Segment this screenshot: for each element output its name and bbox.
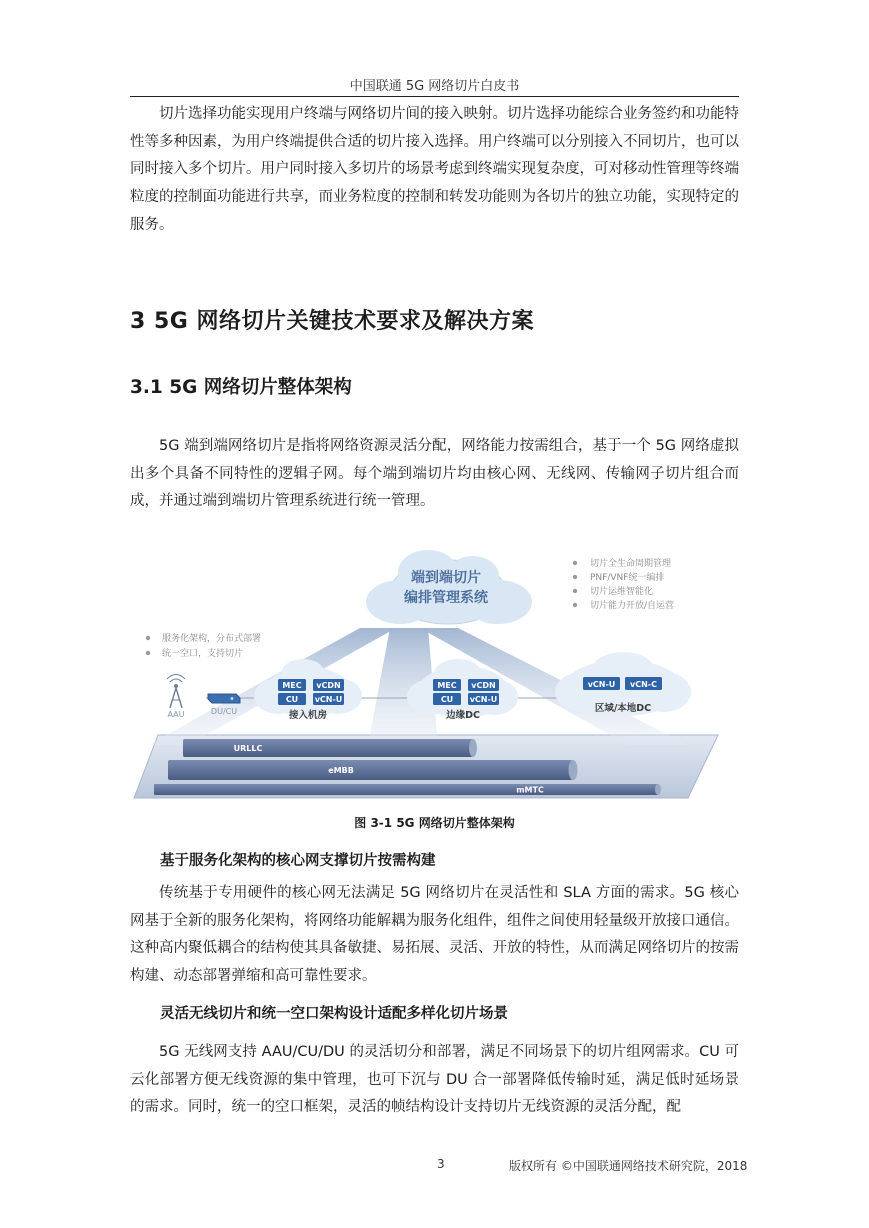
core-network-paragraph: 传统基于专用硬件的核心网无法满足 5G 网络切片在灵活性和 SLA 方面的需求。5G 核心网基于全新的服务化架构，将网络功能解耦为服务化组件，组件之间使用轻量级开放接口通信。这种高内聚低耦合的结构使其具备敏捷、易拓展、灵活、开放的特性，从而满足网络切片的按需构建、动态部署弹缩和高可靠性要求。 [130, 885, 739, 985]
page-header-title: 中国联通 5G 网络切片白皮书 [349, 79, 520, 94]
radio-paragraph: 5G 无线网支持 AAU/CU/DU 的灵活切分和部署，满足不同场景下的切片组网需求。CU 可云化部署方便无线资源的集中管理，也可下沉与 DU 合一部署降低传输时延，满足低时延场景的需求。同时，统一的空口框架，灵活的帧结构设计支持切片无线资源的灵活分配，配 [130, 1044, 739, 1116]
site3-box-vcnc: vCN-C [630, 680, 657, 689]
core-network-heading: 基于服务化架构的核心网支撑切片按需构建 [160, 853, 436, 869]
right-bullet-1: 切片全生命周期管理 [590, 559, 672, 569]
left-bullet-2: 统一空口，支持切片 [162, 649, 244, 659]
slice-bar-embb [168, 760, 578, 780]
architecture-figure [128, 540, 740, 810]
site2-label: 边缘DC [446, 710, 480, 721]
site-access-room [254, 659, 362, 721]
site1-label: 接入机房 [288, 710, 328, 721]
right-bullet-3: 切片运维智能化 [590, 587, 654, 597]
site2-box-cu: CU [440, 695, 454, 704]
site1-box-mec: MEC [282, 681, 302, 690]
subsection-heading: 3.1 5G 网络切片整体架构 [130, 377, 352, 398]
slice-label-embb: eMBB [328, 766, 354, 775]
site2-box-mec: MEC [437, 681, 457, 690]
orchestrator-label-2: 编排管理系统 [404, 590, 488, 606]
figure-caption: 图 3-1 5G 网络切片整体架构 [354, 816, 515, 830]
intro-paragraph: 切片选择功能实现用户终端与网络切片间的接入映射。切片选择功能综合业务签约和功能特性等多种因素，为用户终端提供合适的切片接入选择。用户终端可以分别接入不同切片，也可以同时接入多个切片。用户同时接入多切片的场景考虑到终端实现复杂度，可对移动性管理等终端粒度的控制面功能进行共享，而业务粒度的控制和转发功能则为各切片的独立功能，实现特定的服务。 [130, 106, 739, 233]
site2-box-vcdn: vCDN [471, 681, 496, 690]
site1-box-vcnu: vCN-U [314, 695, 343, 704]
architecture-paragraph: 5G 端到端网络切片是指将网络资源灵活分配，网络能力按需组合，基于一个 5G 网络虚拟出多个具备不同特性的逻辑子网。每个端到端切片均由核心网、无线网、传输网子切片组合而成，并通过端到端切片管理系统进行统一管理。 [130, 438, 739, 510]
right-bullet-4: 切片能力开放/自运营 [590, 601, 675, 611]
site1-box-vcdn: vCDN [316, 681, 341, 690]
orchestrator-label-1: 端到端切片 [411, 570, 481, 586]
radio-heading: 灵活无线切片和统一空口架构设计适配多样化切片场景 [160, 1006, 508, 1022]
site1-box-cu: CU [285, 695, 299, 704]
site-regional-dc [555, 652, 691, 716]
aau-label: AAU [167, 710, 185, 719]
slice-bar-mmtc [154, 784, 661, 795]
header-divider [130, 96, 739, 97]
page-number: 3 [437, 1157, 445, 1171]
left-bullet-list [146, 632, 261, 659]
ducu-label: DU/CU [210, 707, 238, 716]
section-heading: 3 5G 网络切片关键技术要求及解决方案 [130, 309, 534, 334]
site2-box-vcnu: vCN-U [469, 695, 498, 704]
right-bullet-list [573, 557, 674, 611]
right-bullet-2: PNF/VNF统一编排 [590, 573, 665, 583]
site3-label: 区域/本地DC [594, 703, 652, 714]
orchestrator-cloud [366, 550, 532, 624]
aau-antenna-icon [167, 675, 185, 720]
copyright-notice: 版权所有 ©中国联通网络技术研究院，2018 [509, 1159, 748, 1173]
slice-label-urllc: URLLC [233, 744, 263, 753]
slice-label-mmtc: mMTC [516, 785, 544, 795]
left-bullet-1: 服务化架构，分布式部署 [162, 634, 262, 644]
site3-box-vcnu: vCN-U [587, 680, 616, 689]
slice-bar-urllc [183, 739, 477, 757]
